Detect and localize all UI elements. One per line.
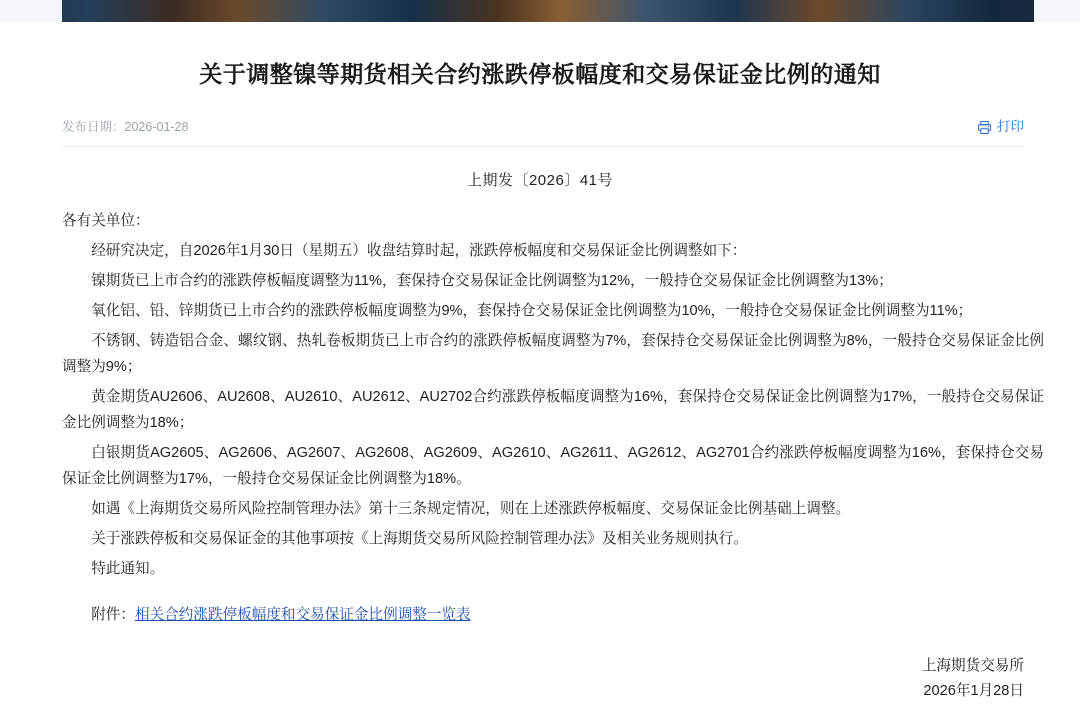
body-paragraph: 特此通知。 xyxy=(91,561,165,578)
publish-date-value: 2026-01-28 xyxy=(124,120,189,135)
decorative-header-banner xyxy=(0,0,1080,22)
banner-right-mask xyxy=(1034,0,1080,22)
attachment-link[interactable]: 相关合约涨跌停板幅度和交易保证金比例调整一览表 xyxy=(134,607,471,624)
body-paragraph: 如遇《上海期货交易所风险控制管理办法》第十三条规定情况，则在上述涨跌停板幅度、交易保证金比例基础上调整。 xyxy=(91,501,851,518)
signer-name: 上海期货交易所 xyxy=(921,658,1024,675)
attachment-row xyxy=(62,602,1044,628)
signature-block xyxy=(0,654,1024,704)
print-button[interactable] xyxy=(977,116,1024,138)
signature-date: 2026年1月28日 xyxy=(923,683,1024,700)
body-paragraph: 白银期货AG2605、AG2606、AG2607、AG2608、AG2609、AG2610、AG2611、AG2612、AG2701合约涨跌停板幅度调整为16%，套保持仓交易保证金比例调整为17%，一般持仓交易保证金比例调整为18%。 xyxy=(62,445,1044,488)
meta-divider xyxy=(62,146,1024,147)
document-meta-row xyxy=(0,116,1080,138)
print-button-label: 打印 xyxy=(997,119,1024,135)
document-content xyxy=(0,22,1080,700)
printer-icon xyxy=(977,120,992,135)
page-title: 关于调整镍等期货相关合约涨跌停板幅度和交易保证金比例的通知 xyxy=(199,61,881,87)
body-paragraph: 黄金期货AU2606、AU2608、AU2610、AU2612、AU2702合约涨跌停板幅度调整为16%，套保持仓交易保证金比例调整为17%，一般持仓交易保证金比例调整为18%； xyxy=(62,389,1044,432)
document-body xyxy=(0,208,1080,628)
publish-date-label: 发布日期： xyxy=(62,120,125,135)
banner-left-mask xyxy=(0,0,62,22)
body-paragraph: 不锈钢、铸造铝合金、螺纹钢、热轧卷板期货已上市合约的涨跌停板幅度调整为7%，套保持仓交易保证金比例调整为8%，一般持仓交易保证金比例调整为9%； xyxy=(62,333,1044,376)
body-paragraph: 经研究决定，自2026年1月30日（星期五）收盘结算时起，涨跌停板幅度和交易保证金比例调整如下： xyxy=(91,243,747,260)
publish-date xyxy=(62,120,188,134)
body-paragraph: 关于涨跌停板和交易保证金的其他事项按《上海期货交易所风险控制管理办法》及相关业务规则执行。 xyxy=(91,531,748,548)
body-paragraph: 氧化铝、铅、锌期货已上市合约的涨跌停板幅度调整为9%，套保持仓交易保证金比例调整为10%，一般持仓交易保证金比例调整为11%； xyxy=(91,303,973,320)
attachment-label: 附件： xyxy=(91,607,135,624)
salutation: 各有关单位： xyxy=(62,213,150,230)
body-paragraph: 镍期货已上市合约的涨跌停板幅度调整为11%，套保持仓交易保证金比例调整为12%，一般持仓交易保证金比例调整为13%； xyxy=(91,273,893,290)
document-number: 上期发〔2026〕41号 xyxy=(466,172,614,190)
